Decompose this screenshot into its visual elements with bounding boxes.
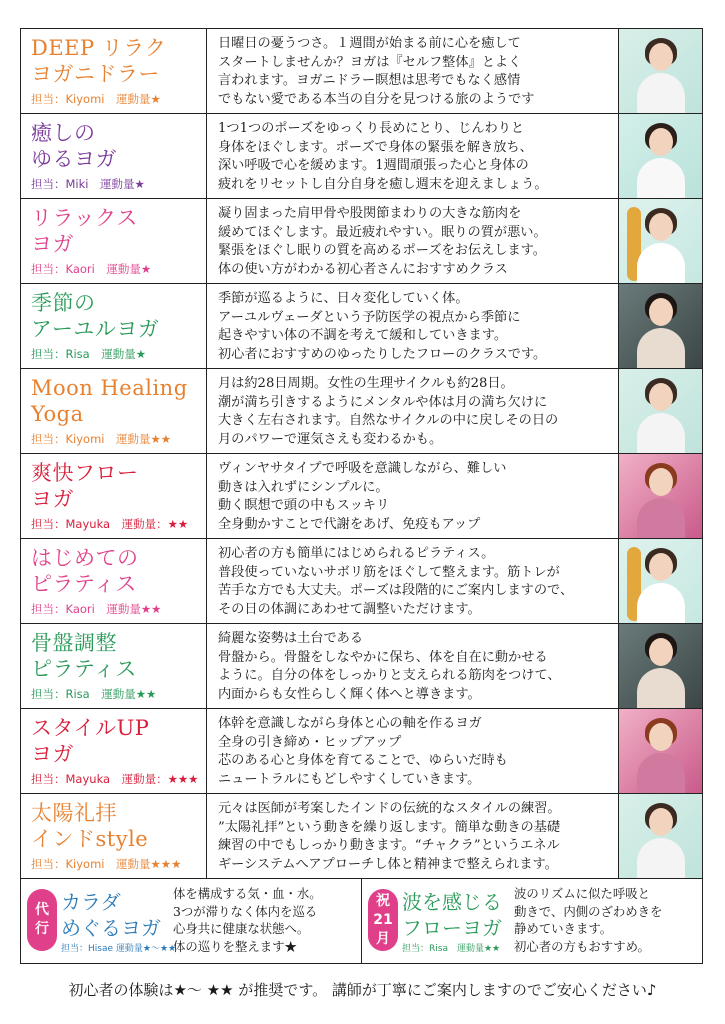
class-description: 体幹を意識しながら身体と心の軸を作るヨガ 全身の引き締め・ヒップアップ 芯のある心と身体を育てることで、ゆらいだ時も ニュートラルにもどしやすくしていきます。 <box>207 709 619 793</box>
class-title-cell <box>21 199 207 283</box>
class-title-cell <box>21 284 207 368</box>
class-title-cell <box>21 794 207 878</box>
class-name: リラックス ヨガ <box>31 206 138 256</box>
class-photo-cell <box>619 369 702 453</box>
class-description: 綺麗な姿勢は土台である 骨盤から。骨盤をしなやかに保ち、体を自在に動かせる ように。自分の体をしっかりと支えられる筋肉をつけて、 内面からも女性らしく輝く体へと導きます。 <box>207 624 619 708</box>
class-title-cell <box>21 454 207 538</box>
special-card-karada <box>21 879 361 963</box>
celebration-badge: 祝 21 月 <box>368 889 398 951</box>
class-name: DEEP リラク ヨガニドラー <box>31 36 167 86</box>
instructor-and-intensity: 担当：Kaori 運動量★ <box>31 262 152 276</box>
class-name: 季節の アーユルヨガ <box>31 291 160 341</box>
class-row <box>21 114 702 199</box>
class-name: 骨盤調整 ピラティス <box>31 631 137 681</box>
instructor-kaori-photo <box>619 539 702 623</box>
instructor-risa-photo <box>619 624 702 708</box>
class-title-cell <box>21 369 207 453</box>
class-rows <box>21 29 702 879</box>
class-row <box>21 29 702 114</box>
class-row <box>21 284 702 369</box>
instructor-and-intensity: 担当：Kiyomi 運動量★★ <box>31 432 172 446</box>
instructor-and-intensity: 担当：Mayuka 運動量：★★ <box>31 517 189 531</box>
instructor-and-intensity: 担当：Risa 運動量★★ <box>31 687 157 701</box>
class-row <box>21 539 702 624</box>
instructor-and-intensity: 担当：Kiyomi 運動量★ <box>31 92 161 106</box>
instructor-and-intensity: 担当：Risa 運動量★ <box>31 347 147 361</box>
class-description: 初心者の方も簡単にはじめられるピラティス。 普段使っていないサボリ筋をほぐして整えます。筋トレが 苦手な方でも大丈夫。ポーズは段階的にご案内しますので、 その日の体調にあわせて調整いただけます。 <box>207 539 619 623</box>
class-photo-cell <box>619 284 702 368</box>
instructor-kiyomi-photo <box>619 29 702 113</box>
special-desc: 波のリズムに似た呼吸と 動きで、内側のざわめきを 静めていきます。 初心者の方もおすすめ。 <box>514 886 663 954</box>
special-title: カラダ めぐるヨガ <box>61 890 161 940</box>
class-photo-cell <box>619 454 702 538</box>
instructor-kiyomi-photo <box>619 794 702 878</box>
instructor-and-intensity: 担当：Kiyomi 運動量★★★ <box>31 857 182 871</box>
class-photo-cell <box>619 29 702 113</box>
instructor-mayuka-photo <box>619 454 702 538</box>
instructor-mayuka-photo <box>619 709 702 793</box>
special-title: 波を感じる フローヨガ <box>402 890 502 940</box>
class-name: 癒しの ゆるヨガ <box>31 121 117 171</box>
class-row <box>21 454 702 539</box>
class-description: 日曜日の憂うつさ。１週間が始まる前に心を癒して スタートしませんか？ヨガは『セルフ整体』とよく 言われます。ヨガニドラー瞑想は思考でもなく感情 でもない愛である本当の自分を見つける旅のようです <box>207 29 619 113</box>
class-photo-cell <box>619 624 702 708</box>
class-photo-cell <box>619 709 702 793</box>
special-classes <box>21 879 702 963</box>
special-meta: 担当：Hisae 運動量★〜★★ <box>61 944 177 954</box>
class-title-cell <box>21 624 207 708</box>
class-description: 1つ1つのポーズをゆっくり長めにとり、じんわりと 身体をほぐします。ポーズで身体の緊張を解き放ち、 深い呼吸で心を緩めます。1週間頑張った心と身体の 疲れをリセットし自分自身を癒し週末を迎えましょう。 <box>207 114 619 198</box>
class-description: 月は約28日周期。女性の生理サイクルも約28日。 潮が満ち引きするようにメンタルや体は月の満ち欠けに 大きく左右されます。自然なサイクルの中に戻しその日の 月のパワーで運気さえも変わるかも。 <box>207 369 619 453</box>
special-card-nami <box>361 879 702 963</box>
class-name: はじめての ピラティス <box>31 546 139 596</box>
class-title-cell <box>21 539 207 623</box>
class-row <box>21 624 702 709</box>
substitute-badge: 代 行 <box>27 889 57 951</box>
class-name: Moon Healing Yoga <box>31 376 188 426</box>
instructor-and-intensity: 担当：Mayuka 運動量：★★★ <box>31 772 199 786</box>
special-meta: 担当：Risa 運動量★★ <box>402 944 501 954</box>
class-row <box>21 369 702 454</box>
class-description: 元々は医師が考案したインドの伝統的なスタイルの練習。 ”太陽礼拝”という動きを繰り返します。簡単な動きの基礎 練習の中でもしっかり動きます。“チャクラ”というエネル ギーシステムへアプローチし体と精神まで整えられます。 <box>207 794 619 878</box>
class-row <box>21 794 702 879</box>
instructor-miki-photo <box>619 114 702 198</box>
footer-note: 初心者の体験は★〜 ★★ が推奨です。 講師が丁寧にご案内しますのでご安心ください♪ <box>68 981 657 999</box>
class-title-cell <box>21 114 207 198</box>
class-title-cell <box>21 29 207 113</box>
class-description: 季節が巡るように、日々変化していく体。 アーユルヴェーダという予防医学の視点から季節に 起きやすい体の不調を考えて緩和していきます。 初心者におすすめのゆったりしたフローのクラスです。 <box>207 284 619 368</box>
class-photo-cell <box>619 114 702 198</box>
class-name: スタイルUP ヨガ <box>31 716 150 766</box>
class-description: 凝り固まった肩甲骨や股関節まわりの大きな筋肉を 緩めてほぐします。最近疲れやすい。眠りの質が悪い。 緊張をほぐし眠りの質を高めるポーズをお伝えします。 体の使い方がわかる初心者さんにおすすめクラス <box>207 199 619 283</box>
class-row <box>21 709 702 794</box>
instructor-kiyomi-photo <box>619 369 702 453</box>
class-row <box>21 199 702 284</box>
class-name: 爽快フロー ヨガ <box>31 461 139 511</box>
class-photo-cell <box>619 199 702 283</box>
class-title-cell <box>21 709 207 793</box>
instructor-risa-photo <box>619 284 702 368</box>
class-name: 太陽礼拝 インドstyle <box>31 801 149 851</box>
instructor-and-intensity: 担当：Miki 運動量★ <box>31 177 145 191</box>
class-description: ヴィンヤサタイプで呼吸を意識しながら、難しい 動きは入れずにシンプルに。 動く瞑想で頭の中もスッキリ 全身動かすことで代謝をあげ、免疫もアップ <box>207 454 619 538</box>
special-desc: 体を構成する気・血・水。 3つが滞りなく体内を巡る 心身共に健康な状態へ。 体の巡りを整えます★ <box>173 886 322 954</box>
instructor-and-intensity: 担当：Kaori 運動量★★ <box>31 602 162 616</box>
instructor-kaori-photo <box>619 199 702 283</box>
class-photo-cell <box>619 794 702 878</box>
class-photo-cell <box>619 539 702 623</box>
class-schedule-table <box>20 28 703 964</box>
